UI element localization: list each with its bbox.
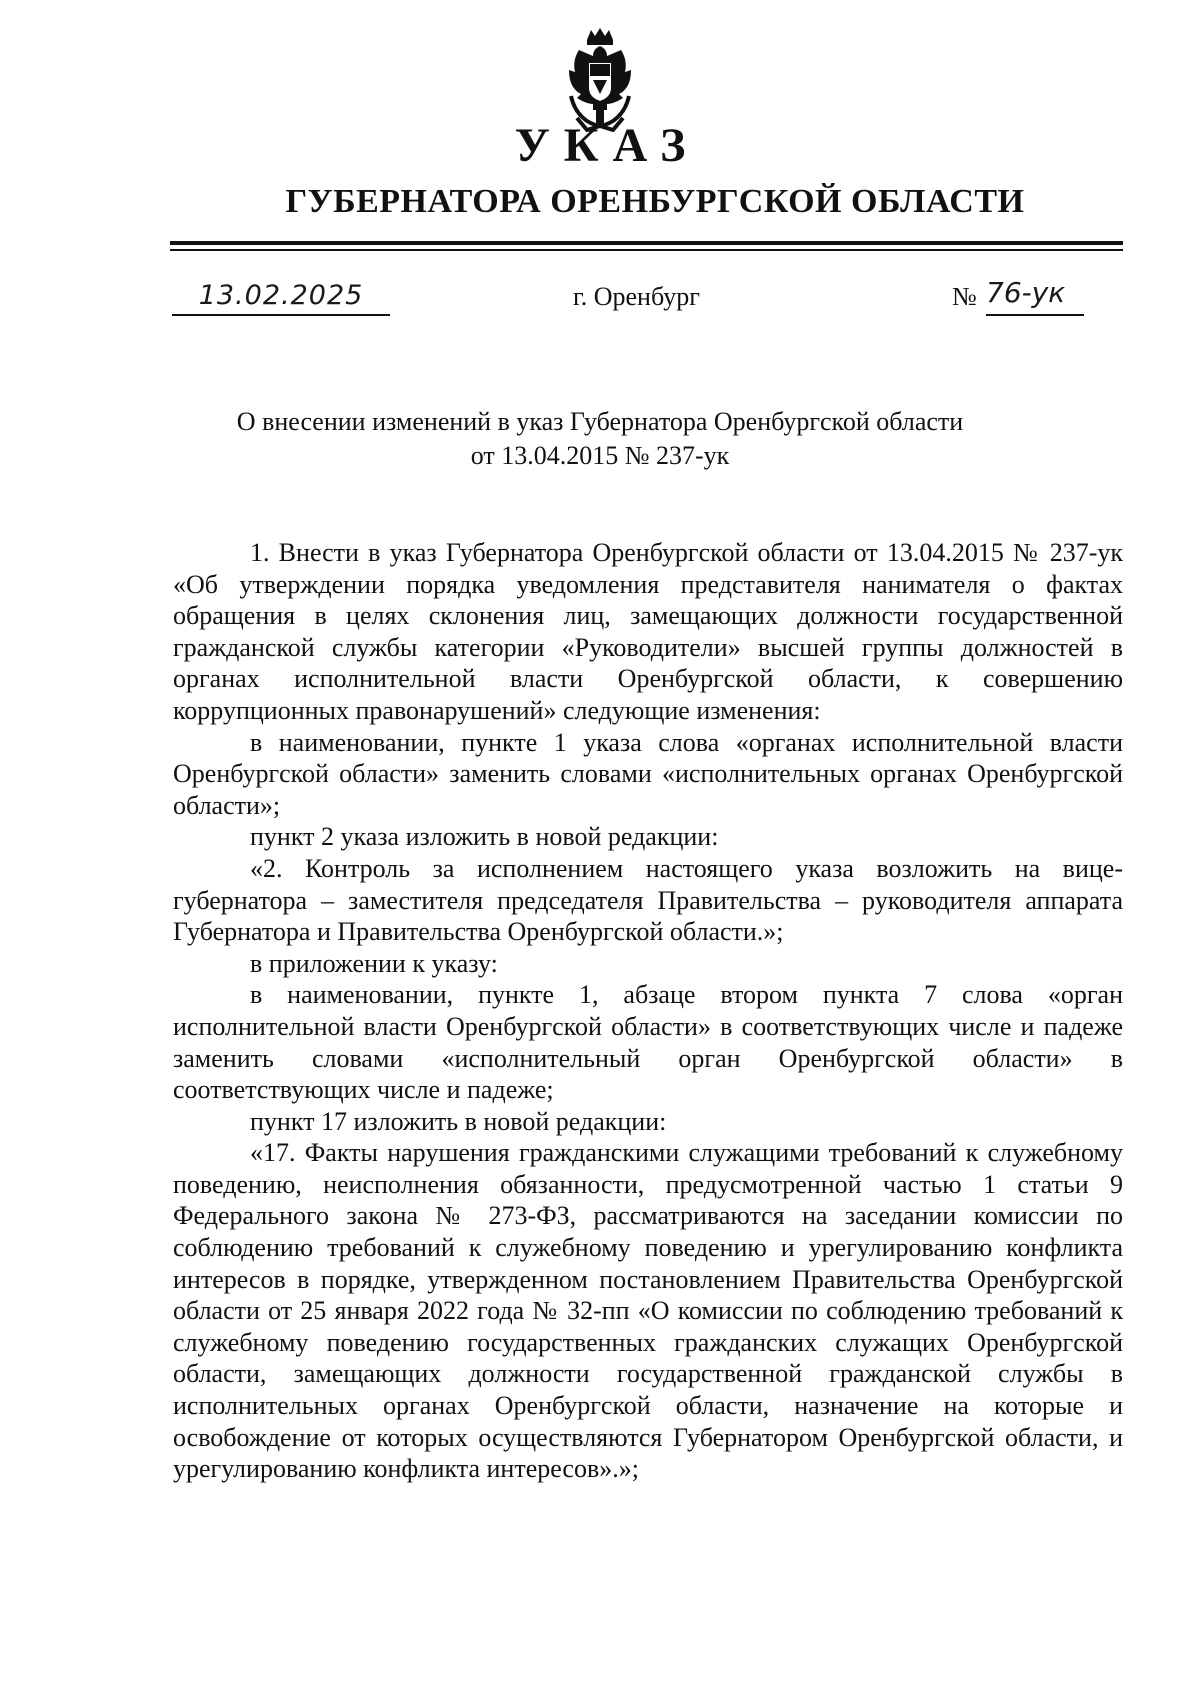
heading-line: от 13.04.2015 № 237-ук — [470, 441, 730, 470]
body-paragraph: 1. Внести в указ Губернатора Оренбургской области от 13.04.2015 № 237-ук «Об утверждении порядка уведомления представителя нанимателя о фактах обращения в целях склонения лиц, замещающих должности государственной гражданской службы категории «Руководители» высшей группы должностей в органах исполнительной власти Оренбургской области, к совершению коррупционных правонарушений» следующие изменения: — [173, 538, 1123, 725]
number-sign: № — [952, 282, 977, 311]
body-paragraph: пункт 2 указа изложить в новой редакции: — [250, 822, 719, 852]
document-city: г. Оренбург — [573, 282, 700, 311]
body-paragraph: в приложении к указу: — [250, 948, 498, 978]
body-paragraph: «2. Контроль за исполнением настоящего указа возложить на вице-губернатора – заместителя председателя Правительства – руководителя аппарата Губернатора и Правительства Оренбургской области.»; — [173, 853, 1123, 947]
document-date: 13.02.2025 — [198, 280, 364, 311]
body-paragraph: в наименовании, пункте 1, абзаце втором пункта 7 слова «орган исполнительной власти Оренбургской области» в соответствующих числе и падеже заменить словами «исполнительный орган Оренбургской области» в соответствующих числе и падеже; — [173, 980, 1123, 1105]
document-body — [173, 537, 1123, 1485]
date-underline — [172, 314, 390, 316]
header-rule-thin — [170, 249, 1123, 251]
document-title: УКАЗ — [514, 119, 700, 172]
header-rule-thick — [170, 241, 1123, 245]
heading-line: О внесении изменений в указ Губернатора Оренбургской области — [236, 407, 964, 436]
issuer-subtitle: ГУБЕРНАТОРА ОРЕНБУРГСКОЙ ОБЛАСТИ — [285, 183, 1025, 220]
body-paragraph: пункт 17 изложить в новой редакции: — [250, 1106, 667, 1136]
document-number: 76-ук — [986, 276, 1066, 309]
number-underline — [986, 314, 1084, 316]
body-paragraph: «17. Факты нарушения гражданскими служащими требований к служебному поведению, неисполнения обязанности, предусмотренной частью 1 статьи 9 Федерального закона № 273-ФЗ, рассматриваются на заседании комиссии по соблюдению требований к служебному поведению и урегулированию конфликта интересов в порядке, утвержденном постановлением Правительства Оренбургской области от 25 января 2022 года № 32-пп «О комиссии по соблюдению требований к служебному поведению государственных гражданских служащих Оренбургской области, замещающих должности государственной гражданской службы в исполнительных органах Оренбургской области, назначение на которые и освобождение от которых осуществляются Губернатором Оренбургской области, и урегулированию конфликта интересов».»; — [173, 1138, 1123, 1484]
body-paragraph: в наименовании, пункте 1 указа слова «органах исполнительной власти Оренбургской области» заменить словами «исполнительных органах Оренбургской области»; — [173, 727, 1123, 820]
document-heading — [150, 405, 1050, 473]
document-meta — [0, 276, 1200, 326]
